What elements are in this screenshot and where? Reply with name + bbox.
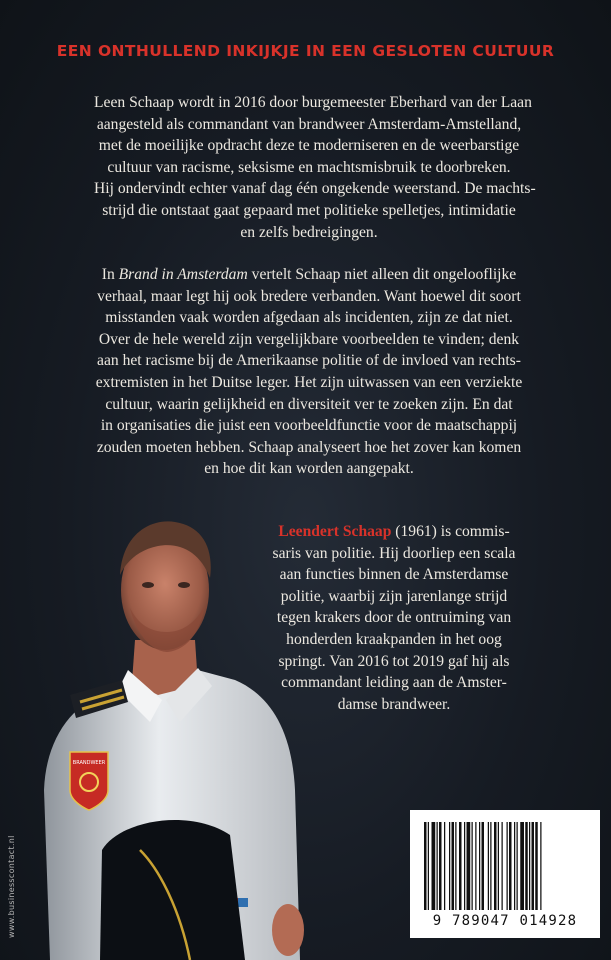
barcode-bar [444,822,445,910]
publisher-credit: www.businesscontact.nl [7,835,16,938]
paragraph2-line: in organisaties die juist een voorbeeldfunctie voor de maatschappij [100,417,518,435]
bio-line: springt. Van 2016 tot 2019 gaf hij als [278,652,510,670]
barcode-bar [509,822,512,910]
synopsis-paragraph-1 [94,92,536,243]
bio-line: politie, waarbij zijn jarenlange strijd [280,587,508,605]
barcode-bar [520,822,524,910]
barcode-bar [475,822,476,910]
paragraph2-line: zouden moeten hebben. Schaap analyseert hoe het zover kan komen [96,438,522,456]
barcode-bar [455,822,456,910]
isbn-number: 9 789047 014928 [432,913,578,929]
barcode-bar [432,822,436,910]
paragraph2-line: Over de hele wereld zijn vergelijkbare voorbeelden te vinden; denk [98,330,520,348]
barcode-bar [488,822,489,910]
barcode-bar [490,822,491,910]
barcode-bar [449,822,450,910]
author-bio [258,521,530,715]
paragraph2-lead-line [94,264,524,286]
barcode-bar [517,822,518,910]
barcode-bar [535,822,538,910]
bio-line: honderden kraakpanden in het oog [286,630,502,648]
paragraph2-line: misstanden vaak worden afgedaan als incidenten, zijn ze dat niet. [105,309,513,327]
barcode-bar [479,822,480,910]
book-title: Brand in Amsterdam [118,266,248,283]
bio-line: damse brandweer. [337,695,451,713]
barcode-bar [452,822,455,910]
barcode-bar [525,822,528,910]
bio-line: commandant leiding aan de Amster- [281,674,507,692]
paragraph2-line: aan het racisme bij de Amerikaanse politie of de invloed van rechts- [97,352,521,370]
paragraph1-line: Leen Schaap wordt in 2016 door burgemeester Eberhard van der Laan [94,94,532,111]
barcode-bar [428,822,429,910]
lead-after: vertelt Schaap niet alleen dit ongelooflijke [247,266,517,283]
synopsis-paragraph-2 [94,264,524,480]
paragraph1-line: Hij ondervindt echter vanaf dag één ongekende weerstand. De machts- [94,180,536,198]
barcode-bar [529,822,530,910]
paragraph2-line: cultuur, waarin gelijkheid en diversiteit ver te zoeken zijn. En dat [105,395,513,413]
barcode-bar [467,822,471,910]
barcode-bars [424,822,586,910]
paragraph2-line: verhaal, maar legt hij ook bredere verbanden. Want hoewel dit soort [97,287,521,305]
bio-line: tegen krakers door de ontruiming van [276,609,512,627]
bio-first-line [258,521,530,543]
lead-before: In [101,266,119,283]
barcode-bar [439,822,442,910]
paragraph1-line: strijd die ontstaat gaat gepaard met politieke spelletjes, intimidatie [102,201,516,219]
barcode-bar [424,822,427,910]
barcode-bar [482,822,485,910]
barcode-bar [502,822,503,910]
barcode-bar [532,822,535,910]
barcode-bar [514,822,515,910]
badge-text: BRANDWEER [72,760,106,766]
barcode-bar [507,822,508,910]
paragraph1-line: aangesteld als commandant van brandweer Amsterdam-Amstelland, [96,115,522,133]
author-name: Leendert Schaap [278,523,392,540]
paragraph2-line: extremisten in het Duitse leger. Het zijn uitwassen van een verziekte [95,373,523,391]
barcode-bar [498,822,499,910]
barcode-bar [494,822,497,910]
paragraph2-line: en hoe dit kan worden aangepakt. [204,460,414,478]
bio-line: saris van politie. Hij doorliep een scala [272,544,516,562]
paragraph1-line: en zelfs bedreigingen. [240,223,378,241]
barcode-bar [540,822,541,910]
barcode-bar [437,822,438,910]
barcode-bar [459,822,462,910]
paragraph1-line: cultuur van racisme, seksisme en machtsmisbruik te doorbreken. [107,158,511,176]
paragraph1-line: met de moeilijke opdracht deze te moderniseren en de weerbarstige [98,137,520,155]
headline: EEN ONTHULLEND INKIJKJE IN EEN GESLOTEN CULTUUR [56,42,555,60]
bio-line: aan functies binnen de Amsterdamse [279,566,509,584]
bio-first-line-rest: (1961) is commis- [391,523,510,540]
isbn-barcode [410,810,600,938]
barcode-bar [472,822,473,910]
barcode-bar [464,822,465,910]
